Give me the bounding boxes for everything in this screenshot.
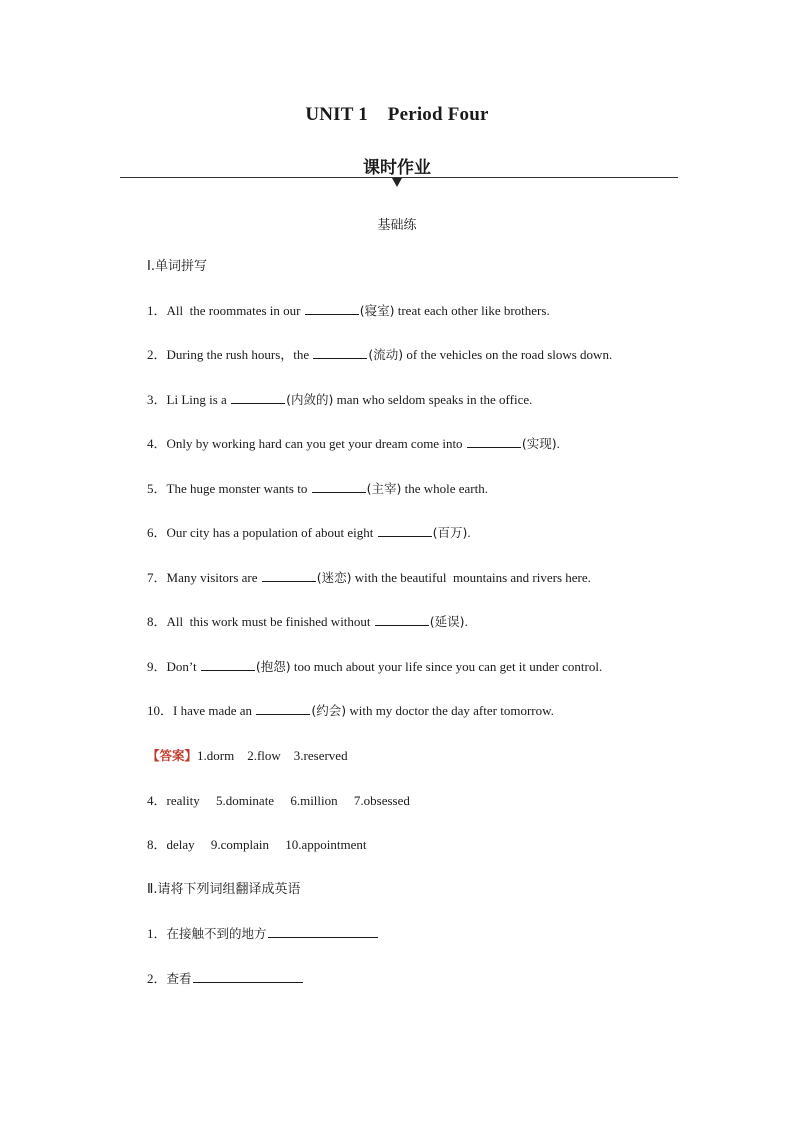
page-subtitle: 课时作业: [363, 158, 431, 178]
item-text-after: with my doctor the day after tomorrow.: [346, 703, 554, 718]
item-text-after: .: [556, 436, 560, 451]
item-text-before: The huge monster wants to: [166, 481, 311, 496]
item-number: 8．: [147, 614, 167, 629]
item-number: 3．: [147, 392, 167, 407]
item-number: 1．: [147, 303, 167, 318]
answer-blank[interactable]: [231, 391, 285, 404]
section-level-label: 基础练: [377, 218, 417, 233]
item-hint: (迷恋): [316, 570, 352, 585]
answer-blank[interactable]: [312, 480, 366, 493]
item-text-after: treat each other like brothers.: [394, 303, 550, 318]
item-text-after: .: [467, 525, 471, 540]
item-text-before: Don’t: [166, 659, 200, 674]
exercise-item-4: [147, 435, 560, 453]
exercise-item-2: [147, 346, 612, 364]
section1-heading: Ⅰ.单词拼写: [147, 259, 207, 274]
answer-blank[interactable]: [375, 613, 429, 626]
answer-blank[interactable]: [193, 970, 303, 983]
triangle-marker-icon: [392, 178, 402, 187]
item-text-after: the whole earth.: [401, 481, 488, 496]
translation-item-2: [147, 970, 304, 988]
exercise-item-3: [147, 391, 532, 409]
item-number: 4．: [147, 436, 167, 451]
answer-blank[interactable]: [305, 302, 359, 315]
exercise-item-6: [147, 524, 471, 542]
answer-line-1: [147, 747, 348, 765]
item-number: 7．: [147, 570, 167, 585]
answer-blank[interactable]: [268, 925, 378, 938]
item-text-after: of the vehicles on the road slows down.: [403, 347, 613, 362]
item-text-before: I have made an: [173, 703, 256, 718]
exercise-item-7: [147, 569, 591, 587]
answer-line-2: 4．reality 5.dominate 6.million 7.obsessed: [147, 793, 410, 808]
item-text-before: All this work must be finished without: [166, 614, 374, 629]
item-text-before: Many visitors are: [166, 570, 261, 585]
exercise-item-9: [147, 658, 602, 676]
item-hint: (寝室): [359, 303, 395, 318]
answer-label: 【答案】: [147, 748, 198, 763]
answer-blank[interactable]: [313, 346, 367, 359]
item-text-before: Only by working hard can you get your dream come into: [166, 436, 466, 451]
item-text: 查看: [166, 971, 192, 986]
item-text-after: with the beautiful mountains and rivers here.: [351, 570, 591, 585]
exercise-item-10: [147, 702, 554, 720]
item-text-before: Li Ling is a: [166, 392, 231, 407]
item-number: 5．: [147, 481, 167, 496]
item-hint: (延误): [429, 614, 465, 629]
item-number: 6．: [147, 525, 167, 540]
exercise-item-8: [147, 613, 468, 631]
item-text-before: Our city has a population of about eight: [166, 525, 377, 540]
item-number: 2．: [147, 347, 167, 362]
section2-heading: Ⅱ.请将下列词组翻译成英语: [147, 882, 301, 897]
item-text-after: .: [464, 614, 468, 629]
answer-blank[interactable]: [378, 524, 432, 537]
item-hint: (流动): [368, 347, 404, 362]
translation-item-1: [147, 925, 379, 943]
item-number: 10．: [147, 703, 174, 718]
answer-blank[interactable]: [262, 569, 316, 582]
answer-text: 1.dorm 2.flow 3.reserved: [197, 748, 348, 763]
item-hint: (实现): [521, 436, 557, 451]
item-text-before: All the roommates in our: [166, 303, 304, 318]
item-text-after: man who seldom speaks in the office.: [333, 392, 533, 407]
answer-blank[interactable]: [256, 702, 310, 715]
item-hint: (抱怨): [255, 659, 291, 674]
item-hint: (约会): [311, 703, 347, 718]
answer-line-3: 8．delay 9.complain 10.appointment: [147, 837, 367, 852]
item-number: 2．: [147, 971, 167, 986]
item-hint: (内敛的): [286, 392, 334, 407]
item-text-before: During the rush hours，the: [166, 347, 313, 362]
item-text: 在接触不到的地方: [166, 926, 267, 941]
item-number: 1．: [147, 926, 167, 941]
exercise-item-1: [147, 302, 550, 320]
item-text-after: too much about your life since you can get it under control.: [290, 659, 603, 674]
item-hint: (百万): [432, 525, 468, 540]
answer-blank[interactable]: [201, 658, 255, 671]
page-title: UNIT 1 Period Four: [305, 104, 489, 125]
answer-blank[interactable]: [467, 435, 521, 448]
exercise-item-5: [147, 480, 488, 498]
item-number: 9．: [147, 659, 167, 674]
item-hint: (主宰): [366, 481, 402, 496]
